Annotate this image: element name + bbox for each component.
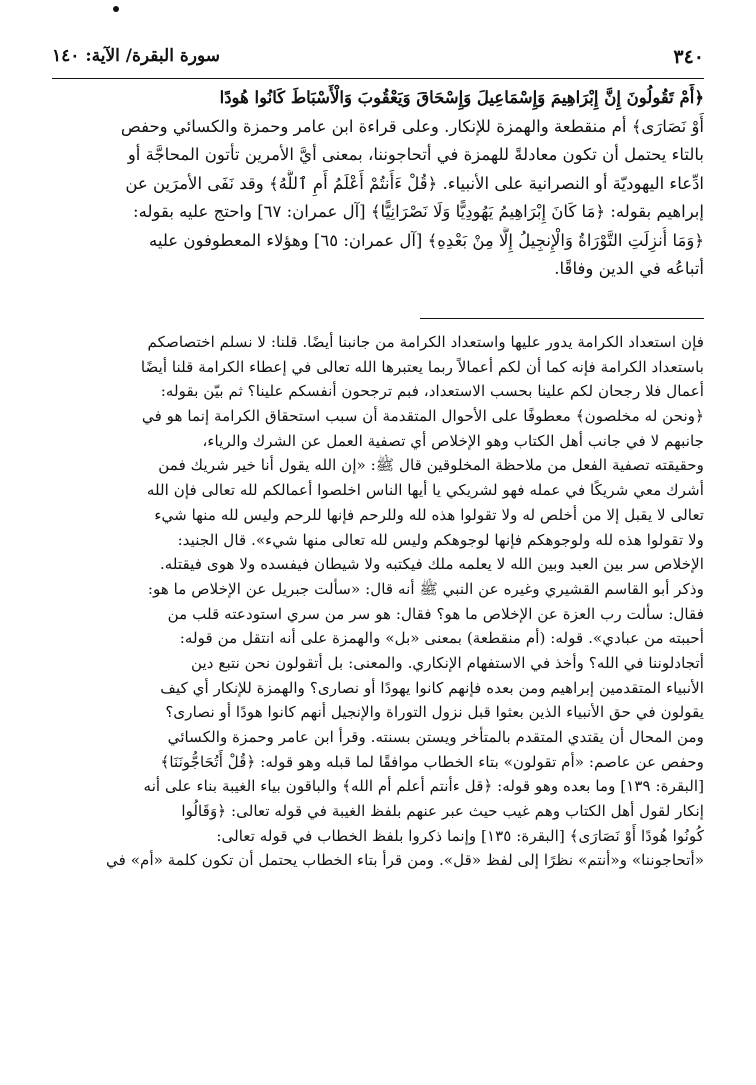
- note-line: فقال: سألت رب العزة عن الإخلاص ما هو؟ فقال: هو سر من سري استودعته قلب من: [167, 604, 704, 623]
- main-line: أتباعُه في الدين وفاقًا.: [554, 259, 704, 278]
- main-line: ﴿أَمْ تَقُولُونَ إِنَّ إِبْرَاهِيمَ وَإِسْمَاعِيلَ وَإِسْحَاقَ وَيَعْقُوبَ وَالْأَسْبَاطَ كَانُوا هُودًا: [219, 88, 704, 107]
- page-header: [52, 46, 704, 74]
- note-line: أشرك معي شريكًا في عمله فهو لشريكي يا أيها الناس اخلصوا أعمالكم لله تعالى فإن الله: [146, 481, 704, 500]
- header-rule: [52, 78, 704, 79]
- commentary-text: [52, 330, 704, 1075]
- note-line: فإن استعداد الكرامة يدور عليها واستعداد الكرامة من جانبنا أيضًا. قلنا: لا نسلم اختصاصكم: [147, 333, 704, 351]
- main-line: بالتاء يحتمل أن تكون معادلةً للهمزة في أتحاجوننا، بمعنى أيَّ الأمرين تأتون المحاجَّة أو: [127, 145, 704, 164]
- note-line: ومن المحال أن يقتدي المتقدم بالمتأخر ويستن بسنته. وقرأ ابن عامر وحمزة والكسائي: [167, 728, 704, 746]
- note-line: إنكار لقول أهل الكتاب وهم غيب حيث عبر عنهم بلفظ الغيبة في قوله تعالى: ﴿وَقَالُوا: [181, 802, 704, 821]
- note-line: «أتحاجوننا» و«أنتم» نظرًا إلى لفظ «قل». ومن قرأ بتاء الخطاب يحتمل أن تكون كلمة «أم» في: [106, 851, 704, 870]
- note-line: يقولون في حق الأنبياء الذين بعثوا قبل نزول التوراة والإنجيل أنهم كانوا هودًا أو نصارى؟: [165, 703, 704, 722]
- note-line: جانبهم لا في جانب أهل الكتاب وهو الإخلاص أي تصفية العمل عن الشرك والرياء،: [202, 431, 704, 450]
- main-text: [52, 84, 704, 312]
- note-line: الإخلاص سر بين العبد وبين الله لا يعلمه ملك فيكتبه ولا شيطان فيفسده ولا هوى فيقتله.: [159, 555, 704, 574]
- note-line: أحببته من عبادي». قوله: (أم منقطعة) بمعنى «بل» والهمزة على أنه انتقل من قوله:: [179, 629, 704, 648]
- note-line: كُونُوا هُودًا أَوْ نَصَارَى﴾ [البقرة: ١٣٥] وإنما ذكروا بلفظ الخطاب في قوله تعالى:: [216, 826, 704, 845]
- note-line: ولا تقولوا هذه لله ولوجوهكم فإنها لوجوهكم وليس لله تعالى منها شيء». قال الجنيد:: [177, 530, 704, 549]
- running-title: سورة البقرة/ الآية: ١٤٠: [52, 46, 220, 66]
- note-line: أتجادلوننا في الله؟ وأخذ في الاستفهام الإنكاري. والمعنى: بل أتقولون نحن نتبع دين: [191, 653, 704, 672]
- note-line: تعالى لا يقبل إلا من أخلص له ولا تقولوا هذه لله وللرحم فإنها للرحم وليس لله منها شيء: [154, 505, 704, 524]
- main-line: ﴿وَمَا أُنزِلَتِ التَّوْرَاةُ وَالْإِنجِيلُ إِلَّا مِنْ بَعْدِهِ﴾ [آل عمران: ٦٥] وهؤلاء المعطوفون عليه: [149, 230, 704, 250]
- main-line: ادِّعاء اليهوديّة أو النصرانية على الأنبياء. ﴿قُلْ ءَأَنتُمْ أَعْلَمُ أَمِ ٱللَّهُ﴾ وقد نَفَى الأمرَين عن: [125, 173, 704, 193]
- main-line: إبراهيم بقوله: ﴿مَا كَانَ إِبْرَاهِيمُ يَهُودِيًّا وَلَا نَصْرَانِيًّا﴾ [آل عمران: ٦٧] واحتج عليه بقوله:: [133, 202, 704, 221]
- note-line: ﴿ونحن له مخلصون﴾ معطوفًا على الأحوال المتقدمة أن سبب استحقاق الكرامة إنما هو في: [141, 407, 704, 426]
- note-line: [البقرة: ١٣٩] وما بعده وهو قوله: ﴿قل ءأنتم أعلم أم الله﴾ والباقون بياء الغيبة بناء على أنه: [143, 777, 704, 796]
- note-line: وحفص عن عاصم: «أم تقولون» بتاء الخطاب موافقًا لما قبله وهو قوله: ﴿قُلْ أَتُحَاجُّونَنَا﴾: [160, 752, 704, 771]
- page-number: ٣٤٠: [673, 46, 704, 68]
- note-line: الأنبياء المتقدمين إبراهيم ومن بعده فإنهم كانوا يهودًا أو نصارى؟ والهمزة للإنكار أي كيف: [160, 678, 704, 697]
- page-mark-dot: [113, 6, 119, 12]
- footnote-separator: [420, 318, 704, 319]
- note-line: وذكر أبو القاسم القشيري وغيره عن النبي ﷺ أنه قال: «سألت جبريل عن الإخلاص ما هو:: [147, 579, 704, 598]
- main-line: أَوْ نَصَارَى﴾ أم منقطعة والهمزة للإنكار. وعلى قراءة ابن عامر وحمزة والكسائي وحفص: [120, 116, 704, 136]
- note-line: أعمال فلا رجحان لكم علينا بحسب الاستعداد، فبم ترجحون أنفسكم علينا؟ ثم بيّن بقوله:: [160, 382, 704, 401]
- note-line: باستعداد الكرامة فإنه كما أن لكم أعمالاً ربما يعتبرها الله تعالى في إعطاء الكرامة قلنا أيضًا: [140, 357, 704, 376]
- note-line: وحقيقته تصفية الفعل من ملاحظة المخلوقين قال ﷺ: «إن الله يقول أنا خير شريك فمن: [158, 456, 704, 475]
